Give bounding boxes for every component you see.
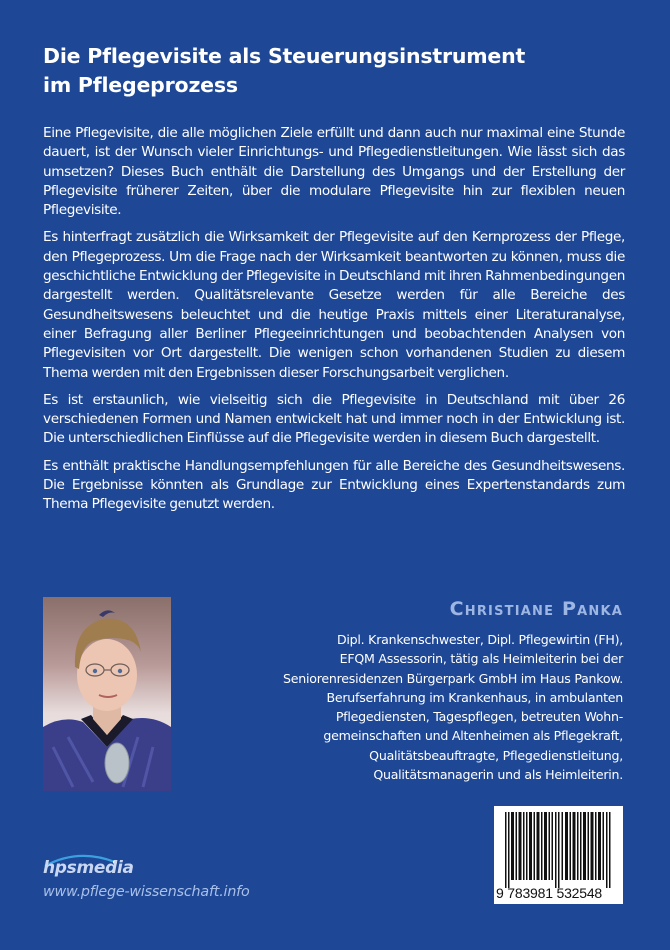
bio-line: Qualitätsmanagerin und als Heimleiterin. <box>373 767 623 783</box>
bio-line: Seniorenresidenzen Bürgerpark GmbH im Haus Pankow. <box>283 670 623 686</box>
author-photo <box>43 597 171 791</box>
book-blurb <box>43 124 625 523</box>
publisher-website-link[interactable]: www.pflege-wissenschaft.info <box>43 884 250 900</box>
barcode-bars-icon <box>505 812 613 888</box>
author-bio <box>193 630 623 784</box>
isbn-number: 9 783981 532548 <box>496 885 602 901</box>
blurb-paragraph-3: Es ist erstaunlich, wie vielseitig sich die Pflegevisite in Deutschland mit über 26 verschiedenen Formen und Namen entwickelt hat und immer noch in der Entwicklung ist. Die unterschiedlichen Einflüsse auf die Pflegevisite werden in diesem Buch dargestellt. <box>43 391 625 447</box>
publisher-logo <box>43 858 250 884</box>
title-line-2: im Pflegeprozess <box>43 73 238 97</box>
author-portrait-icon <box>43 597 171 791</box>
bio-line: Pflegediensten, Tagespflegen, betreuten Wohn- <box>335 709 623 725</box>
bio-line: Dipl. Krankenschwester, Dipl. Pflegewirtin (FH), <box>336 632 623 647</box>
book-title <box>43 42 643 100</box>
blurb-paragraph-1: Eine Pflegevisite, die alle möglichen Ziele erfüllt und dann auch nur maximal eine Stunde dauert, ist der Wunsch vieler Einrichtungs- und Pflegedienstleitungen. Wie lässt sich das umsetzen? Dieses Buch enthält die Darstellung des Umgangs und der Erstellung der Pflegevisite früherer Zeiten, über die modulare Pflegevisite hin zur flexiblen neuen Pflegevisite. <box>43 125 625 219</box>
title-line-1: Die Pflegevisite als Steuerungsinstrument <box>43 44 526 68</box>
isbn-barcode <box>494 806 623 904</box>
publisher-logo-text: hpsmedia <box>43 858 134 878</box>
blurb-paragraph-2: Es hinterfragt zusätzlich die Wirksamkeit der Pflegevisite auf den Kernprozess der Pflege, den Pflegeprozess. Um die Frage nach der Wirksamkeit beantworten zu können, muss die geschichtliche Entwicklung der Pflegevisite in Deutschland mit ihren Rahmenbedingungen dargestellt werden. Qualitätsrelevante Gesetze werden für alle Bereiche des Gesundheitswesens beleuchtet und die heutige Praxis mittels einer Literaturanalyse, einer Befragung aller Berliner Pflegeeinrichtungen und beobachtenden Analysen von Pflegevisiten vor Ort dargestellt. Die wenigen schon vorhandenen Studien zu diesem Thema werden mit den Ergebnissen dieser Forschungsarbeit verglichen. <box>43 229 625 381</box>
blurb-paragraph-4: Es enthält praktische Handlungsempfehlungen für alle Bereiche des Gesundheitswesens. Die Ergebnisse könnten als Grundlage zur Entwicklung eines Expertenstandards zum Thema Pflegevisite genutzt werden. <box>43 457 625 513</box>
publisher-block <box>43 858 250 900</box>
bio-line: Berufserfahrung im Krankenhaus, in ambulanten <box>326 689 623 705</box>
bio-line: gemeinschaften und Altenheimen als Pflegekraft, <box>323 728 623 744</box>
author-name: Christiane Panka <box>449 598 623 620</box>
bio-line: EFQM Assessorin, tätig als Heimleiterin bei der <box>339 651 623 667</box>
bio-line: Qualitätsbeauftragte, Pflegedienstleitung, <box>369 747 623 763</box>
